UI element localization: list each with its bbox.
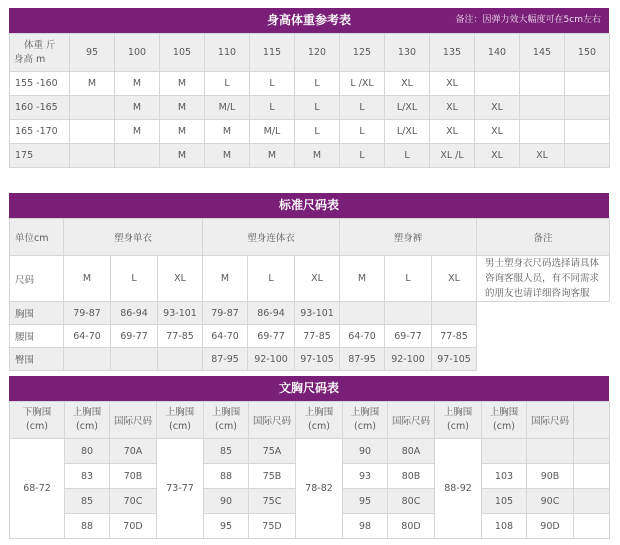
size-cell <box>520 72 565 96</box>
weight-header-cell: 105 <box>160 34 205 72</box>
upper-bust-header-label: 上胸围 <box>72 407 102 418</box>
measure-label: 臀围 <box>10 348 64 371</box>
weight-header-cell: 100 <box>115 34 160 72</box>
bra-chart-header <box>9 376 609 401</box>
size-cell: M/L <box>250 120 295 144</box>
size-cell: XL <box>475 120 520 144</box>
upper-bust-header-left-label: 上胸围 <box>165 407 195 418</box>
size-cell: M <box>250 144 295 168</box>
size-header-cell: L <box>248 256 295 302</box>
size-cell: XL <box>430 96 475 120</box>
size-cell: L <box>205 72 250 96</box>
measure-cell: 69-77 <box>385 325 432 348</box>
size-cell <box>565 120 610 144</box>
size-cell: M <box>295 144 340 168</box>
size-cell: XL <box>430 120 475 144</box>
upper-bust-header-unit: (cm) <box>215 421 237 432</box>
bra-chart-table <box>9 401 610 539</box>
intl-size-cell: 75D <box>249 514 296 539</box>
intl-size-cell: 70A <box>110 439 157 464</box>
size-header-cell: M <box>340 256 385 302</box>
under-bust-cell: 88-92 <box>435 439 482 539</box>
under-bust-header-label: 下胸围 <box>22 407 52 418</box>
intl-size-cell: 90D <box>527 514 574 539</box>
intl-size-cell: 90B <box>527 464 574 489</box>
bra-chart-title: 文胸尺码表 <box>278 381 339 395</box>
measure-cell <box>340 302 385 325</box>
intl-size-cell: 70B <box>110 464 157 489</box>
weight-header-cell: 130 <box>385 34 430 72</box>
table-row <box>10 439 610 464</box>
intl-size-header: 国际尺码 <box>527 402 574 439</box>
upper-bust-header <box>343 402 388 439</box>
upper-bust-cell: 88 <box>65 514 110 539</box>
upper-bust-header-left <box>296 402 343 439</box>
upper-bust-cell: 98 <box>343 514 388 539</box>
upper-bust-header-unit: (cm) <box>354 421 376 432</box>
size-cell <box>565 96 610 120</box>
intl-size-cell <box>527 439 574 464</box>
under-bust-header <box>10 402 65 439</box>
measure-cell: 77-85 <box>158 325 203 348</box>
size-cell: XL /L <box>430 144 475 168</box>
measure-cell <box>385 302 432 325</box>
size-cell <box>565 72 610 96</box>
size-cell: XL <box>385 72 430 96</box>
size-cell: M <box>115 120 160 144</box>
measure-cell: 77-85 <box>295 325 340 348</box>
measure-cell <box>432 302 477 325</box>
intl-size-cell: 80D <box>388 514 435 539</box>
table-row <box>10 144 610 168</box>
measure-cell <box>158 348 203 371</box>
table-row <box>10 96 610 120</box>
size-cell <box>70 96 115 120</box>
upper-bust-cell <box>482 439 527 464</box>
height-weight-title: 身高体重参考表 <box>266 13 351 27</box>
upper-bust-cell: 108 <box>482 514 527 539</box>
remark-header: 备注 <box>477 219 610 256</box>
weight-header-cell: 110 <box>205 34 250 72</box>
size-cell: M <box>160 96 205 120</box>
measure-cell: 92-100 <box>248 348 295 371</box>
upper-bust-header-left-unit: (cm) <box>447 421 469 432</box>
measure-cell: 92-100 <box>385 348 432 371</box>
upper-bust-header-left-unit: (cm) <box>308 421 330 432</box>
under-bust-cell: 68-72 <box>10 439 65 539</box>
bra-chart-section <box>9 376 609 539</box>
weight-header-cell: 120 <box>295 34 340 72</box>
upper-bust-cell: 90 <box>343 439 388 464</box>
measure-cell: 64-70 <box>203 325 248 348</box>
size-header-cell: L <box>111 256 158 302</box>
weight-header-cell: 115 <box>250 34 295 72</box>
intl-size-cell: 70D <box>110 514 157 539</box>
size-cell <box>70 144 115 168</box>
intl-size-header: 国际尺码 <box>110 402 157 439</box>
weight-header-cell: 125 <box>340 34 385 72</box>
measure-cell: 93-101 <box>295 302 340 325</box>
size-cell <box>115 144 160 168</box>
blank-cell <box>574 514 610 539</box>
size-cell: M/L <box>205 96 250 120</box>
upper-bust-header-label: 上胸围 <box>211 407 241 418</box>
size-cell: L <box>250 96 295 120</box>
weight-header-cell: 140 <box>475 34 520 72</box>
size-header-cell: XL <box>158 256 203 302</box>
intl-size-cell: 75C <box>249 489 296 514</box>
group-bodysuit: 塑身连体衣 <box>203 219 340 256</box>
size-cell: M <box>160 144 205 168</box>
size-cell: L <box>295 72 340 96</box>
size-cell: XL <box>475 144 520 168</box>
measure-cell: 64-70 <box>340 325 385 348</box>
size-cell: L/XL <box>385 120 430 144</box>
under-bust-cell: 78-82 <box>296 439 343 539</box>
size-chart-table <box>9 218 610 371</box>
group-header-row <box>10 219 610 256</box>
bra-header-row <box>10 402 610 439</box>
size-cell: M <box>115 96 160 120</box>
measure-cell: 93-101 <box>158 302 203 325</box>
height-weight-note: 备注：因弹力效大幅度可在5cm左右 <box>455 15 601 25</box>
weight-header-cell: 95 <box>70 34 115 72</box>
remark-text: 男士塑身衣尺码选择请具体咨询客服人员，有不同需求的朋友也请详细咨询客服 <box>477 256 610 302</box>
size-header-cell: M <box>203 256 248 302</box>
size-cell: M <box>115 72 160 96</box>
height-weight-header <box>9 8 609 33</box>
weight-header-cell: 135 <box>430 34 475 72</box>
upper-bust-header-left <box>157 402 204 439</box>
table-row <box>10 72 610 96</box>
upper-bust-cell: 85 <box>65 489 110 514</box>
size-cell: M <box>160 72 205 96</box>
measure-cell: 86-94 <box>111 302 158 325</box>
size-cell: M <box>70 72 115 96</box>
weight-header-row <box>10 34 610 72</box>
intl-size-cell: 80A <box>388 439 435 464</box>
intl-size-cell: 80B <box>388 464 435 489</box>
weight-header-cell: 150 <box>565 34 610 72</box>
upper-bust-cell: 80 <box>65 439 110 464</box>
upper-bust-header-left-unit: (cm) <box>169 421 191 432</box>
intl-size-cell: 75B <box>249 464 296 489</box>
upper-bust-header-left-label: 上胸围 <box>304 407 334 418</box>
measure-cell <box>64 348 111 371</box>
measure-cell: 69-77 <box>111 325 158 348</box>
upper-bust-header <box>482 402 527 439</box>
measure-cell: 86-94 <box>248 302 295 325</box>
size-row <box>10 256 610 302</box>
size-cell: L/XL <box>385 96 430 120</box>
under-bust-header-unit: (cm) <box>26 421 48 432</box>
size-cell: L <box>385 144 430 168</box>
size-cell: L <box>340 144 385 168</box>
unit-label: 单位cm <box>10 219 64 256</box>
measure-cell: 87-95 <box>340 348 385 371</box>
size-cell: M <box>205 144 250 168</box>
size-cell: XL <box>520 144 565 168</box>
upper-bust-cell: 83 <box>65 464 110 489</box>
size-cell: L <box>250 72 295 96</box>
corner-weight-label: 体重 斤 <box>24 39 56 51</box>
size-cell: XL <box>430 72 475 96</box>
group-single-top: 塑身单衣 <box>64 219 203 256</box>
group-pants: 塑身裤 <box>340 219 477 256</box>
measure-cell: 97-105 <box>432 348 477 371</box>
size-cell: M <box>160 120 205 144</box>
upper-bust-cell: 85 <box>204 439 249 464</box>
size-label: 尺码 <box>10 256 64 302</box>
measure-label: 腰围 <box>10 325 64 348</box>
upper-bust-cell: 95 <box>343 489 388 514</box>
size-cell: L <box>340 120 385 144</box>
intl-size-cell: 80C <box>388 489 435 514</box>
size-header-cell: XL <box>432 256 477 302</box>
size-cell: M <box>205 120 250 144</box>
upper-bust-cell: 103 <box>482 464 527 489</box>
upper-bust-cell: 93 <box>343 464 388 489</box>
table-row <box>10 348 610 371</box>
height-cell: 165 -170 <box>10 120 70 144</box>
size-cell: L <box>340 96 385 120</box>
corner-cell <box>10 34 70 72</box>
height-cell: 160 -165 <box>10 96 70 120</box>
size-cell: L <box>295 96 340 120</box>
size-cell <box>70 120 115 144</box>
size-cell: L <box>295 120 340 144</box>
intl-size-cell: 75A <box>249 439 296 464</box>
upper-bust-header <box>65 402 110 439</box>
upper-bust-header-label: 上胸围 <box>489 407 519 418</box>
size-cell: L /XL <box>340 72 385 96</box>
upper-bust-cell: 95 <box>204 514 249 539</box>
blank-cell <box>574 489 610 514</box>
size-chart-title: 标准尺码表 <box>278 198 339 212</box>
table-row <box>10 325 610 348</box>
measure-cell: 77-85 <box>432 325 477 348</box>
height-weight-table <box>9 33 610 168</box>
upper-bust-header-left-label: 上胸围 <box>443 407 473 418</box>
measure-cell: 64-70 <box>64 325 111 348</box>
upper-bust-header-label: 上胸围 <box>350 407 380 418</box>
measure-cell: 87-95 <box>203 348 248 371</box>
measure-cell: 79-87 <box>64 302 111 325</box>
size-cell <box>565 144 610 168</box>
intl-size-header: 国际尺码 <box>388 402 435 439</box>
measure-cell: 69-77 <box>248 325 295 348</box>
measure-cell <box>111 348 158 371</box>
corner-height-label: 身高 m <box>14 53 46 65</box>
upper-bust-header-left <box>435 402 482 439</box>
measure-cell: 79-87 <box>203 302 248 325</box>
intl-size-header: 国际尺码 <box>249 402 296 439</box>
upper-bust-header-unit: (cm) <box>76 421 98 432</box>
measure-label: 胸围 <box>10 302 64 325</box>
size-header-cell: M <box>64 256 111 302</box>
height-weight-section <box>9 8 609 168</box>
size-header-cell: XL <box>295 256 340 302</box>
size-cell: XL <box>475 96 520 120</box>
table-row <box>10 302 610 325</box>
measure-cell: 97-105 <box>295 348 340 371</box>
upper-bust-header <box>204 402 249 439</box>
size-header-cell: L <box>385 256 432 302</box>
size-chart-section <box>9 193 609 371</box>
blank-cell <box>574 464 610 489</box>
upper-bust-cell: 105 <box>482 489 527 514</box>
height-cell: 155 -160 <box>10 72 70 96</box>
intl-size-cell: 70C <box>110 489 157 514</box>
height-cell: 175 <box>10 144 70 168</box>
size-cell <box>520 120 565 144</box>
upper-bust-cell: 90 <box>204 489 249 514</box>
size-cell <box>475 72 520 96</box>
size-cell <box>520 96 565 120</box>
upper-bust-header-unit: (cm) <box>493 421 515 432</box>
size-chart-header <box>9 193 609 218</box>
intl-size-cell: 90C <box>527 489 574 514</box>
blank-cell <box>574 439 610 464</box>
upper-bust-cell: 88 <box>204 464 249 489</box>
blank-header <box>574 402 610 439</box>
table-row <box>10 120 610 144</box>
under-bust-cell: 73-77 <box>157 439 204 539</box>
weight-header-cell: 145 <box>520 34 565 72</box>
